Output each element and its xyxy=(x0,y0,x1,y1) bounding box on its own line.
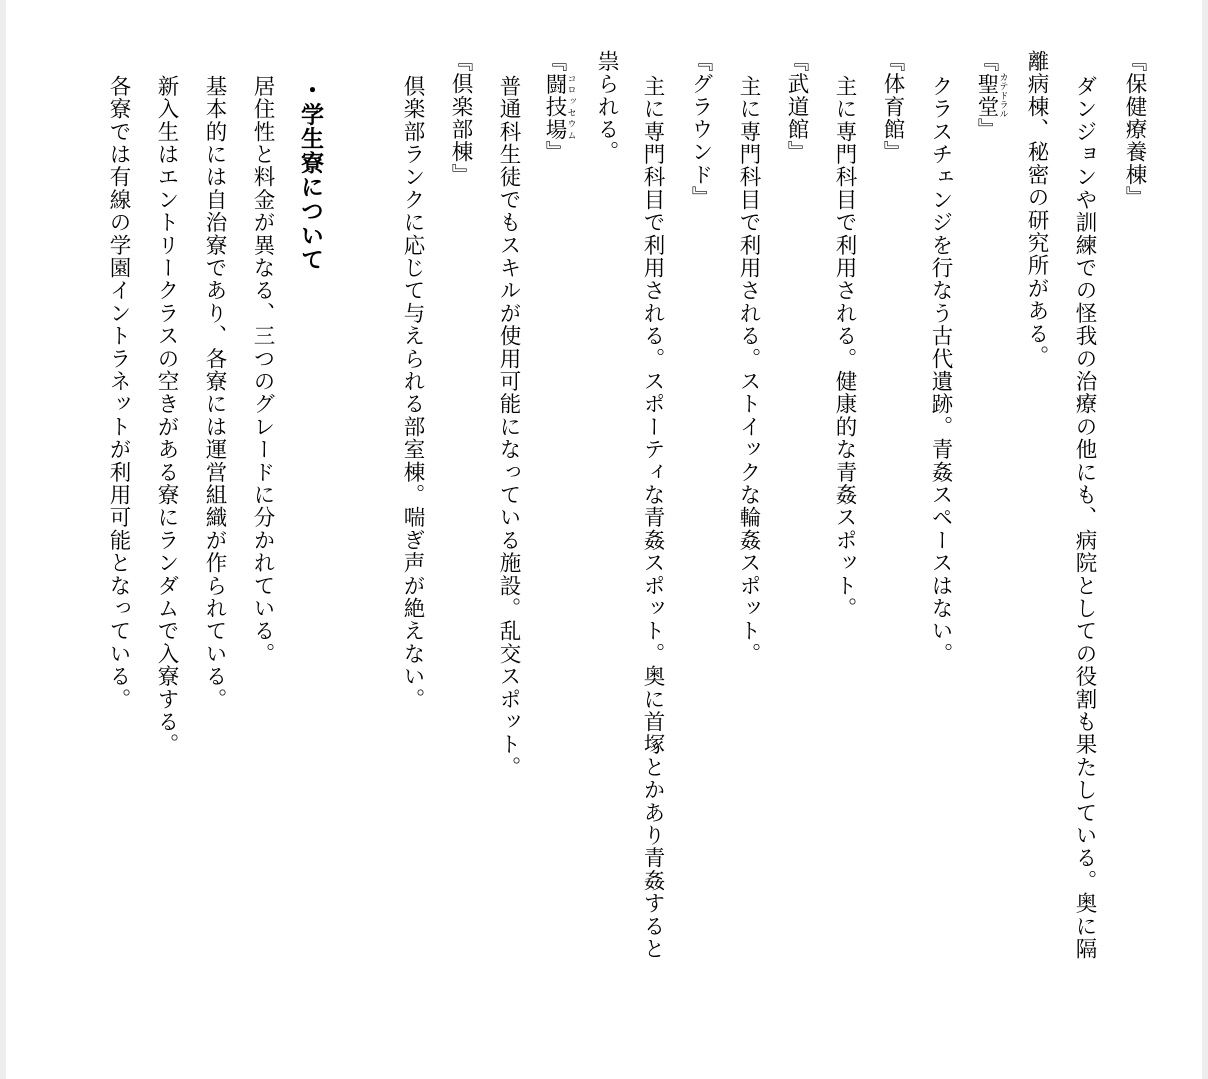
page-edge-left xyxy=(0,0,6,1079)
tougijo-ruby xyxy=(542,72,576,141)
section-title-budokan: 『武道館』 xyxy=(784,50,809,164)
section-body-taiikukan: 主に専門科目で利用される。健康的な青姦スポット。 xyxy=(832,75,857,620)
section-title-hoken: 『保健療養棟』 xyxy=(1122,50,1147,209)
section-body-hoken-line2: 離病棟、秘密の研究所がある。 xyxy=(1024,50,1049,368)
bracket-open: 『 xyxy=(974,50,999,73)
section-title-taiikukan: 『体育館』 xyxy=(880,50,905,164)
dorm-line-4: 各寮では有線の学園イントラネットが利用可能となっている。 xyxy=(106,75,131,711)
bracket-open: 『 xyxy=(542,50,567,73)
section-body-ground-line1: 主に専門科目で利用される。スポーティな青姦スポット。奥に首塚とかあり青姦すると xyxy=(640,75,665,961)
section-title-ground: 『グラウンド』 xyxy=(688,50,713,209)
section-title-seido xyxy=(970,50,1008,141)
section-body-budokan: 主に専門科目で利用される。ストイックな輪姦スポット。 xyxy=(736,75,761,666)
section-body-seido: クラスチェンジを行なう古代遺跡。青姦スペースはない。 xyxy=(928,75,953,666)
dorm-line-2: 基本的には自治寮であり、各寮には運営組織が作られている。 xyxy=(202,75,227,711)
section-body-tougijo: 普通科生徒でもスキルが使用可能になっている施設。乱交スポット。 xyxy=(496,75,521,779)
section-body-hoken-line1: ダンジョンや訓練での怪我の治療の他にも、病院としての役割も果たしている。奥に隔 xyxy=(1072,75,1097,961)
bracket-close: 』 xyxy=(974,118,999,141)
section-title-tougijo xyxy=(538,50,576,164)
dorm-line-1: 居住性と料金が異なる、三つのグレードに分かれている。 xyxy=(250,75,275,666)
tougijo-base: 闘技場 xyxy=(542,72,567,141)
seido-furigana: カテドラル xyxy=(997,72,1008,119)
seido-base: 聖堂 xyxy=(974,72,999,119)
section-body-ground-line2: 祟られる。 xyxy=(594,50,619,164)
section-title-kurabu: 『倶楽部棟』 xyxy=(448,50,473,187)
seido-ruby xyxy=(974,72,1008,119)
section-body-kurabu: 倶楽部ランクに応じて与えられる部室棟。喘ぎ声が絶えない。 xyxy=(400,75,425,711)
dorm-line-3: 新入生はエントリークラスの空きがある寮にランダムで入寮する。 xyxy=(154,75,179,756)
tougijo-furigana: コロッセウム xyxy=(565,72,576,141)
bracket-close: 』 xyxy=(542,140,567,164)
page-edge-right xyxy=(1202,0,1208,1079)
dorm-heading: ・学生寮について xyxy=(297,78,323,272)
